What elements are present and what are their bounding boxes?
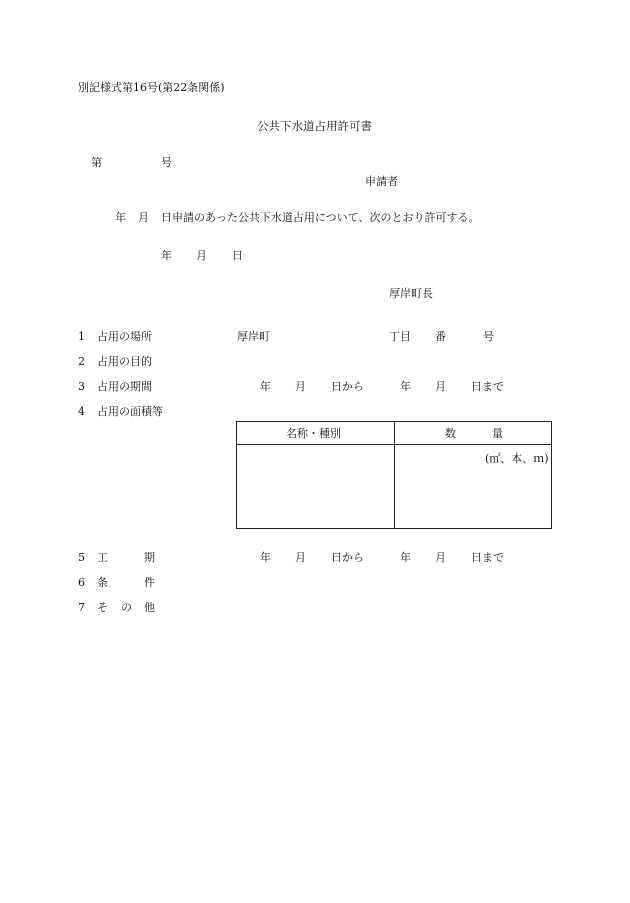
item-6-label-b: 件 [144, 576, 155, 589]
period-end-day: 日まで [471, 380, 504, 393]
area-table [236, 421, 552, 529]
document-title: 公共下水道占用許可書 [257, 119, 372, 133]
applicant-label: 申請者 [365, 175, 398, 188]
item-1-label: 占用の場所 [97, 330, 152, 343]
period-end-year: 年 [400, 380, 411, 393]
intro-year: 年 [115, 211, 126, 224]
item-2-label: 占用の目的 [97, 355, 152, 368]
intro-text: 日申請のあった公共下水道占用について、次のとおり許可する。 [161, 211, 480, 224]
item-7-label-c: 他 [144, 601, 155, 614]
construction-end-day: 日まで [471, 551, 504, 564]
item-6-number: 6 [78, 576, 85, 589]
period-start-month: 月 [295, 380, 306, 393]
period-start-year: 年 [260, 380, 271, 393]
place-go: 号 [483, 330, 494, 343]
item-7-label-b: の [121, 601, 132, 614]
intro-month: 月 [138, 211, 149, 224]
construction-start-day: 日から [331, 551, 364, 564]
item-7-label-a: そ [97, 601, 108, 614]
item-3-label: 占用の期間 [97, 380, 152, 393]
place-town: 厚岸町 [237, 330, 270, 343]
unit-note: (㎡、本、ｍ) [485, 452, 549, 465]
item-1-number: 1 [78, 330, 85, 343]
construction-start-year: 年 [260, 551, 271, 564]
number-label-dai: 第 [91, 156, 102, 169]
item-2-number: 2 [78, 355, 85, 368]
form-reference: 別記様式第16号(第22条関係) [78, 81, 225, 94]
column-header-quantity-a: 数 [445, 427, 456, 440]
construction-end-year: 年 [400, 551, 411, 564]
place-chome: 丁目 [389, 330, 411, 343]
issuer: 厚岸町長 [389, 287, 433, 300]
date-month: 月 [196, 249, 207, 262]
column-header-quantity-b: 量 [492, 427, 503, 440]
place-ban: 番 [435, 330, 446, 343]
table-column-divider [394, 422, 395, 528]
period-end-month: 月 [435, 380, 446, 393]
item-5-label-a: 工 [97, 551, 108, 564]
item-4-number: 4 [78, 405, 85, 418]
period-start-day: 日から [331, 380, 364, 393]
column-header-name: 名称・種別 [286, 427, 341, 440]
construction-end-month: 月 [435, 551, 446, 564]
item-7-number: 7 [78, 601, 85, 614]
item-3-number: 3 [78, 380, 85, 393]
construction-start-month: 月 [295, 551, 306, 564]
item-4-label: 占用の面積等 [97, 405, 163, 418]
date-year: 年 [161, 249, 172, 262]
number-label-go: 号 [161, 156, 172, 169]
item-6-label-a: 条 [97, 576, 108, 589]
date-day: 日 [232, 249, 243, 262]
item-5-label-b: 期 [144, 551, 155, 564]
item-5-number: 5 [78, 551, 85, 564]
